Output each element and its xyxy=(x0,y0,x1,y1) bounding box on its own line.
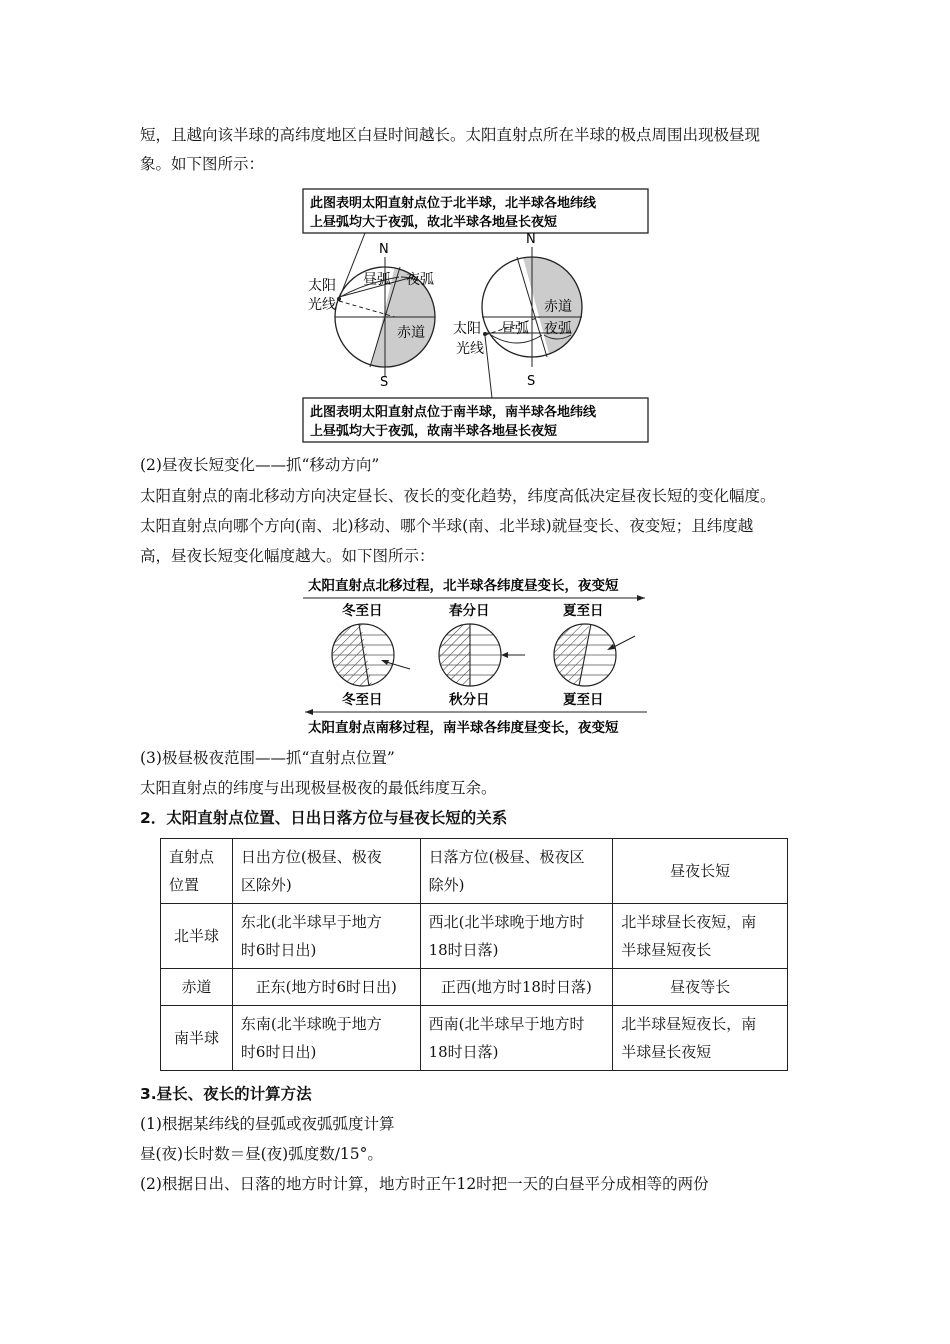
label-day-arc: 昼弧 xyxy=(363,272,391,288)
table-row xyxy=(161,969,788,1006)
paragraph-line: 太阳直射点的南北移动方向决定昼长、夜长的变化趋势，纬度高低决定昼夜长短的变化幅度。 xyxy=(140,487,776,505)
label-south: S xyxy=(380,375,389,390)
table-cell: 南半球 xyxy=(161,1006,233,1071)
label-equator: 赤道 xyxy=(544,299,572,315)
paragraph-line: 象。如下图所示： xyxy=(140,155,265,173)
label-north: N xyxy=(379,242,389,257)
paragraph-line: 高，昼夜长短变化幅度越大。如下图所示： xyxy=(140,547,435,565)
paragraph-line: (2)根据日出、日落的地方时计算，地方时正午12时把一天的白昼平分成相等的两份 xyxy=(140,1175,709,1193)
box-bottom-line-1: 此图表明太阳直射点位于南半球，南半球各地纬线 xyxy=(310,405,597,420)
label-equator: 赤道 xyxy=(397,325,425,341)
table-header-cell: 日出方位(极昼、极夜 区除外) xyxy=(232,839,420,904)
table-cell: 正西(地方时18时日落) xyxy=(420,969,613,1006)
label-winter-solstice: 冬至日 xyxy=(342,692,383,708)
table-row xyxy=(161,904,788,969)
label-night-arc: 夜弧 xyxy=(544,321,572,337)
label-spring-equinox: 春分日 xyxy=(449,603,490,619)
paragraph-line: 昼(夜)长时数＝昼(夜)弧度数/15°。 xyxy=(140,1145,383,1163)
table-header-cell: 昼夜长短 xyxy=(613,839,788,904)
box-bottom-line-2: 上昼弧均大于夜弧，故南半球各地昼长夜短 xyxy=(310,424,558,439)
label-rays: 光线 xyxy=(308,297,336,313)
table-cell: 东北(北半球早于地方 时6时日出) xyxy=(232,904,420,969)
label-summer-solstice: 夏至日 xyxy=(563,692,604,708)
paragraph-line: 太阳直射点向哪个方向(南、北)移动、哪个半球(南、北半球)就昼变长、夜变短；且纬度越 xyxy=(140,517,754,535)
table-cell: 西南(北半球早于地方时 18时日落) xyxy=(420,1006,613,1071)
label-day-arc: 昼弧 xyxy=(501,321,529,337)
globe-winter xyxy=(325,612,405,702)
table-cell: 北半球昼短夜长，南 半球昼长夜短 xyxy=(613,1006,788,1071)
paragraph-line: (1)根据某纬线的昼弧或夜弧弧度计算 xyxy=(140,1115,395,1133)
label-autumn-equinox: 秋分日 xyxy=(449,692,490,708)
table-header-cell: 日落方位(极昼、极夜区 除外) xyxy=(420,839,613,904)
label-night-arc: 夜弧 xyxy=(406,272,434,288)
label-winter-solstice: 冬至日 xyxy=(342,603,383,619)
label-north: N xyxy=(526,232,536,247)
figure-subsolar-migration xyxy=(295,572,655,740)
globe-north-summer xyxy=(367,245,445,385)
table-cell: 东南(北半球晚于地方 时6时日出) xyxy=(232,1006,420,1071)
table-header-row xyxy=(161,839,788,904)
section-heading: 3.昼长、夜长的计算方法 xyxy=(140,1085,312,1103)
relationship-table xyxy=(160,838,788,1071)
figure-day-night-arcs xyxy=(295,185,655,447)
label-rays: 光线 xyxy=(456,341,484,357)
table-cell: 昼夜等长 xyxy=(613,969,788,1006)
subheading: (3)极昼极夜范围——抓“直射点位置” xyxy=(140,749,395,767)
box-top-line-1: 此图表明太阳直射点位于北半球，北半球各地纬线 xyxy=(310,196,597,211)
section-heading: 2．太阳直射点位置、日出日落方位与昼夜长短的关系 xyxy=(140,809,508,827)
paragraph-line: 太阳直射点的纬度与出现极昼极夜的最低纬度互余。 xyxy=(140,779,497,797)
caption-south-migration: 太阳直射点南移过程，南半球各纬度昼变长，夜变短 xyxy=(308,720,619,736)
subheading: (2)昼夜长短变化——抓“移动方向” xyxy=(140,456,380,474)
box-top-line-2: 上昼弧均大于夜弧，故北半球各地昼长夜短 xyxy=(310,215,558,230)
label-sun: 太阳 xyxy=(308,278,336,294)
label-summer-solstice: 夏至日 xyxy=(563,603,604,619)
caption-north-migration: 太阳直射点北移过程，北半球各纬度昼变长，夜变短 xyxy=(308,578,619,594)
label-sun: 太阳 xyxy=(453,321,481,337)
paragraph-line: 短，且越向该半球的高纬度地区白昼时间越长。太阳直射点所在半球的极点周围出现极昼现 xyxy=(140,126,761,144)
table-cell: 北半球 xyxy=(161,904,233,969)
table-row xyxy=(161,1006,788,1071)
table-cell: 西北(北半球晚于地方时 18时日落) xyxy=(420,904,613,969)
table-cell: 赤道 xyxy=(161,969,233,1006)
table-header-cell: 直射点 位置 xyxy=(161,839,233,904)
table-cell: 北半球昼长夜短，南 半球昼短夜长 xyxy=(613,904,788,969)
table-cell: 正东(地方时6时日出) xyxy=(232,969,420,1006)
label-south: S xyxy=(527,374,536,389)
